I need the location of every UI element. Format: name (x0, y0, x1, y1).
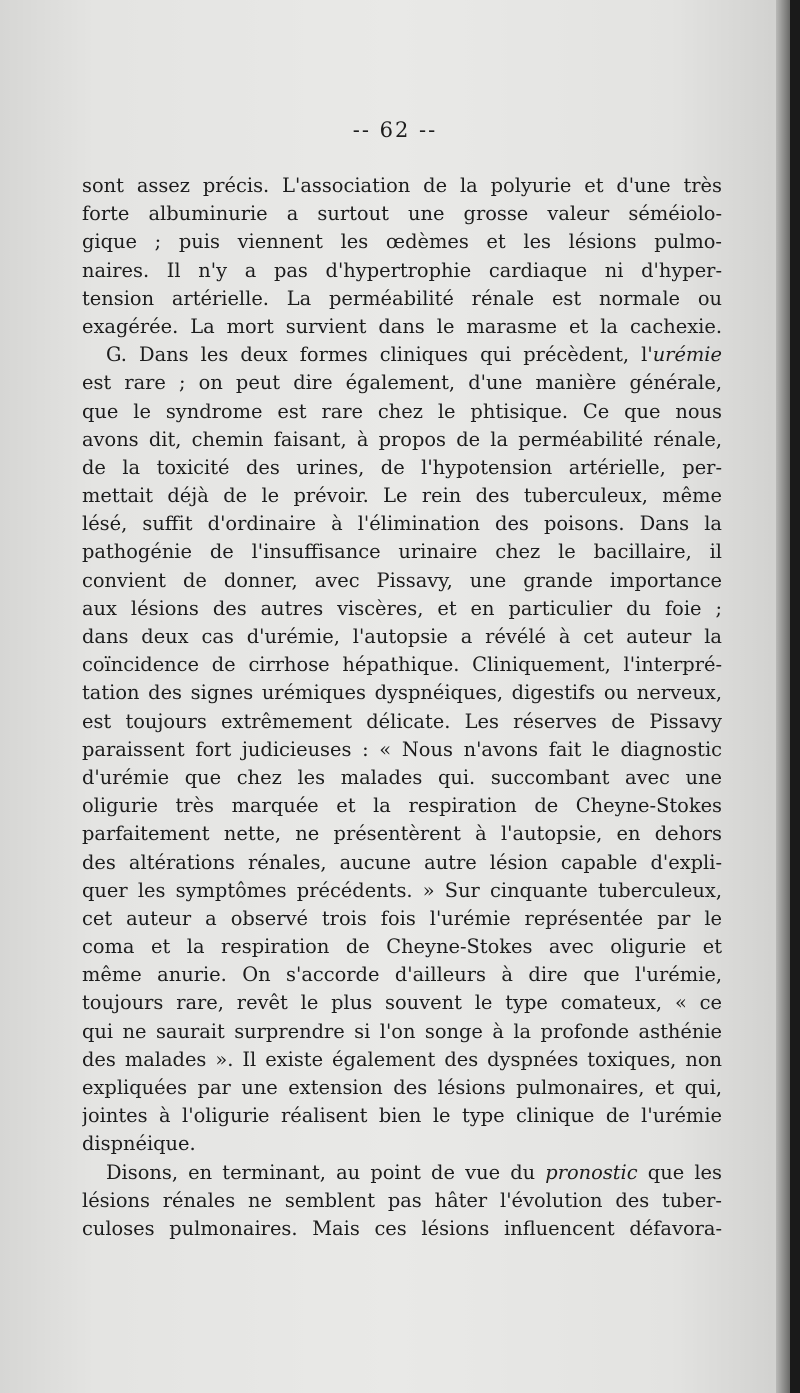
text-line: que le syndrome est rare chez le phtisique. Ce que nous (82, 399, 722, 423)
text-line: dispnéique. (82, 1132, 196, 1156)
text-line: sont assez précis. L'association de la polyurie et d'une très (82, 174, 722, 197)
text-line: gique ; puis viennent les œdèmes et les lésions pulmo- (82, 230, 722, 254)
italic-term: urémie (652, 343, 722, 367)
text-line: lésé, suffit d'ordinaire à l'élimination des poisons. Dans la (82, 512, 722, 536)
text-line: tension artérielle. La perméabilité rénale est normale ou (82, 286, 722, 310)
text-line: expliquées par une extension des lésions pulmonaires, et qui, (82, 1076, 722, 1099)
text-line: même anurie. On s'accorde d'ailleurs à dire que l'urémie, (82, 963, 722, 987)
text-line: des altérations rénales, aucune autre lésion capable d'expli- (82, 850, 722, 874)
text-line: cet auteur a observé trois fois l'urémie représentée par le (82, 906, 722, 930)
text-line: mettait déjà de le prévoir. Le rein des tuberculeux, même (82, 484, 722, 508)
italic-term: pronostic (545, 1160, 638, 1184)
text-line: coma et la respiration de Cheyne-Stokes avec oligurie et (82, 935, 722, 959)
text-line: paraissent fort judicieuses : « Nous n'avons fait le diagnostic (82, 737, 722, 761)
text-line: avons dit, chemin faisant, à propos de la perméabilité rénale, (82, 427, 722, 451)
text-line: jointes à l'oligurie réalisent bien le type clinique de l'urémie (82, 1104, 722, 1128)
text-line: dans deux cas d'urémie, l'autopsie a révélé à cet auteur la (82, 625, 722, 648)
text-line: de la toxicité des urines, de l'hypotension artérielle, per- (82, 455, 722, 479)
text-run: G. Dans les deux formes cliniques qui précèdent, l' (106, 343, 653, 367)
text-line: d'urémie que chez les malades qui. succombant avec une (82, 765, 722, 789)
text-line: lésions rénales ne semblent pas hâter l'évolution des tuber- (82, 1188, 722, 1212)
text-line: coïncidence de cirrhose hépathique. Cliniquement, l'interpré- (82, 653, 722, 677)
text-line: exagérée. La mort survient dans le marasme et la cachexie. (82, 314, 722, 338)
text-line: toujours rare, revêt le plus souvent le type comateux, « ce (82, 991, 722, 1015)
text-line: culoses pulmonaires. Mais ces lésions influencent défavora- (82, 1216, 722, 1240)
text-line: naires. Il n'y a pas d'hypertrophie cardiaque ni d'hyper- (82, 258, 722, 282)
text-line (82, 1159, 722, 1187)
text-run: Disons, en terminant, au point de vue du (106, 1160, 546, 1184)
text-line: aux lésions des autres viscères, et en particulier du foie ; (82, 596, 722, 620)
body-text (82, 172, 722, 1243)
text-line: parfaitement nette, ne présentèrent à l'autopsie, en dehors (82, 822, 722, 846)
text-line: est toujours extrêmement délicate. Les réserves de Pissavy (82, 709, 722, 733)
page-gutter-shadow (776, 0, 790, 1393)
text-line: quer les symptômes précédents. » Sur cinquante tuberculeux, (82, 878, 722, 902)
text-line: tation des signes urémiques dyspnéiques, digestifs ou nerveux, (82, 681, 722, 705)
text-line: est rare ; on peut dire également, d'une manière générale, (82, 371, 722, 395)
text-line: qui ne saurait surprendre si l'on songe à la profonde asthénie (82, 1019, 722, 1043)
text-line: forte albuminurie a surtout une grosse valeur séméiolo- (82, 202, 722, 226)
text-line: des malades ». Il existe également des dyspnées toxiques, non (82, 1047, 722, 1071)
text-line: pathogénie de l'insuffisance urinaire chez le bacillaire, il (82, 540, 722, 564)
page-number: -- 62 -- (352, 118, 438, 142)
text-line (82, 341, 722, 369)
text-line: convient de donner, avec Pissavy, une grande importance (82, 568, 722, 592)
text-run: que les (637, 1160, 722, 1184)
text-line: oligurie très marquée et la respiration de Cheyne-Stokes (82, 794, 722, 818)
